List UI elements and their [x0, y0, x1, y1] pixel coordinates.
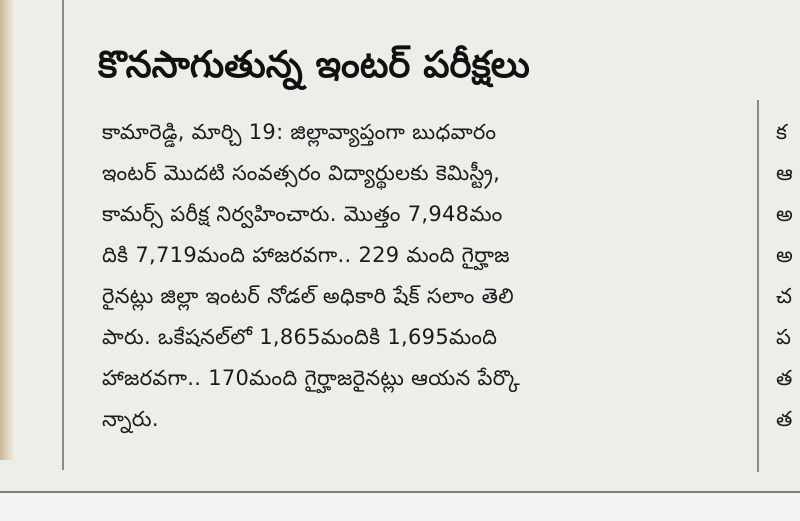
fragment-line: ఆ — [776, 161, 793, 185]
article-line: కామారెడ్డి, మార్చి 19: జిల్లావ్యాప్తంగా బుధవారం — [102, 120, 497, 144]
fragment-line: చ — [776, 284, 792, 308]
bottom-margin — [0, 493, 800, 521]
fragment-line: ప — [776, 325, 791, 349]
left-column-rule — [62, 0, 64, 470]
cropped-previous-line — [100, 0, 720, 10]
fragment-line: త — [776, 366, 793, 390]
adjacent-page-strip — [0, 0, 14, 460]
article-line: రైనట్లు జిల్లా ఇంటర్ నోడల్ అధికారి షేక్ సలాం తెలి — [102, 284, 514, 308]
fragment-line: అ — [776, 243, 793, 267]
article-line: పారు. ఒకేషనల్‌లో 1,865మందికి 1,695మంది — [102, 325, 498, 349]
article-body — [102, 112, 742, 482]
right-column-rule — [757, 100, 759, 472]
fragment-line: అ — [776, 202, 793, 226]
article-line: న్నారు. — [102, 407, 159, 431]
adjacent-column-fragments — [776, 112, 800, 472]
article-headline: కొనసాగుతున్న ఇంటర్ పరీక్షలు — [98, 43, 530, 86]
article-line: దికి 7,719మంది హాజరవగా.. 229 మంది గైర్హాజ — [102, 243, 510, 267]
fragment-line: క — [776, 120, 787, 144]
fragment-line: త — [776, 407, 793, 431]
article-line: హాజరవగా.. 170మంది గైర్హాజరైనట్లు ఆయన పేర్కొ — [102, 366, 521, 390]
article-line: కామర్స్ పరీక్ష నిర్వహించారు. మొత్తం 7,948మం — [102, 202, 503, 226]
article-line: ఇంటర్ మొదటి సంవత్సరం విద్యార్థులకు కెమిస్ట్రీ, — [102, 161, 501, 185]
